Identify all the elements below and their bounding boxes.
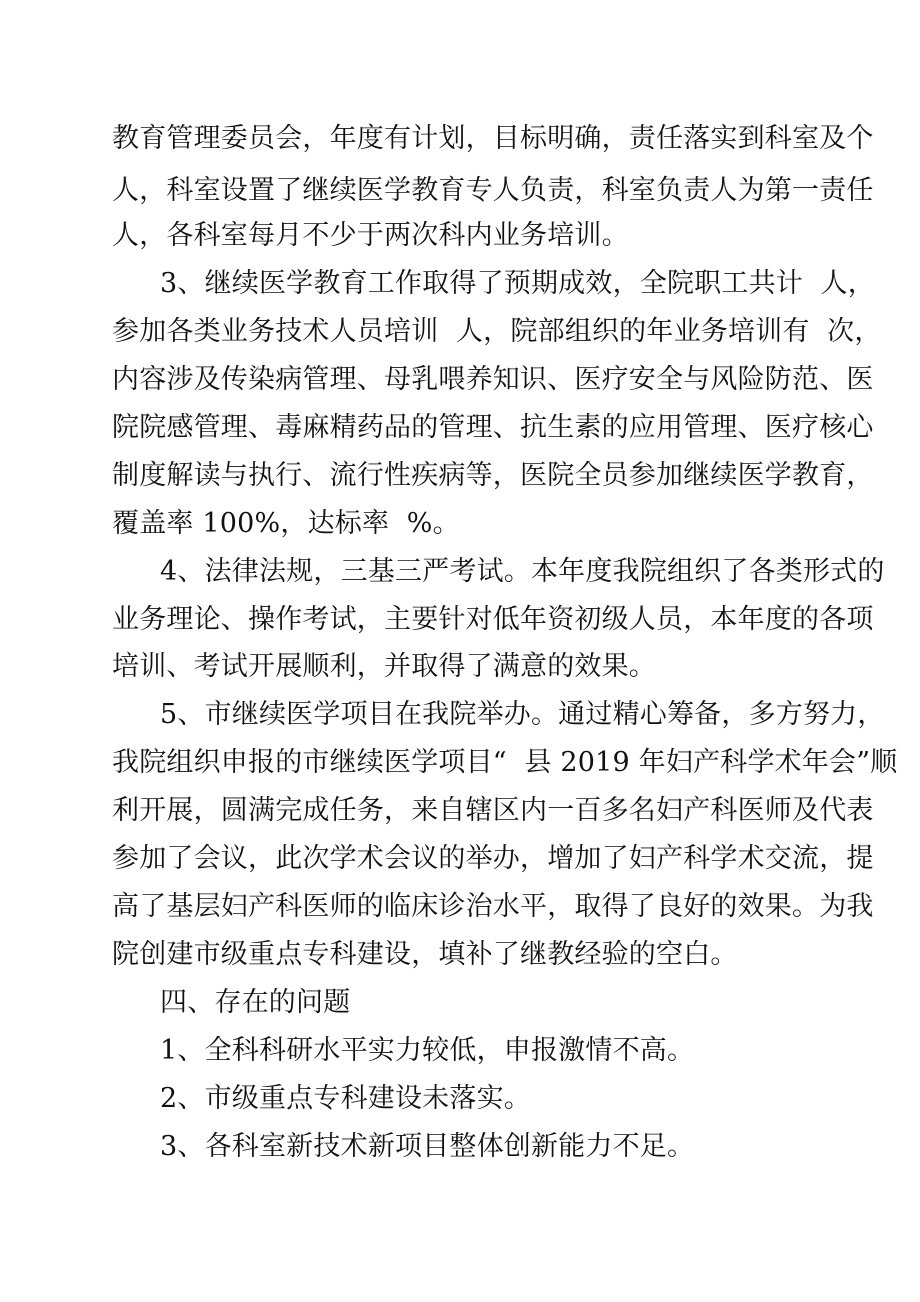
text-line: 5、市继续医学项目在我院举办。通过精心筹备，多方努力， bbox=[160, 699, 885, 730]
text-line: 我院组织申报的市继续医学项目“ 县 2019 年妇产科学术年会”顺 bbox=[112, 747, 898, 778]
list-item: 2、市级重点专科建设未落实。 bbox=[160, 1083, 531, 1114]
text-line: 人，科室设置了继续医学教育专人负责，科室负责人为第一责任 bbox=[112, 175, 874, 206]
text-line: 利开展，圆满完成任务，来自辖区内一百多名妇产科医师及代表 bbox=[112, 795, 874, 826]
text-line: 3、继续医学教育工作取得了预期成效，全院职工共计 人， bbox=[160, 268, 875, 299]
text-line: 人，各科室每月不少于两次科内业务培训。 bbox=[112, 220, 629, 251]
text-line: 制度解读与执行、流行性疾病等，医院全员参加继续医学教育， bbox=[112, 460, 874, 491]
text-line: 参加各类业务技术人员培训 人，院部组织的年业务培训有 次， bbox=[112, 316, 882, 347]
text-line: 覆盖率 100%，达标率 %。 bbox=[112, 508, 460, 539]
list-item: 1、全科科研水平实力较低，申报激情不高。 bbox=[160, 1035, 695, 1066]
text-line: 高了基层妇产科医师的临床诊治水平，取得了良好的效果。为我 bbox=[112, 891, 874, 922]
list-item: 3、各科室新技术新项目整体创新能力不足。 bbox=[160, 1131, 695, 1162]
section-heading: 四、存在的问题 bbox=[160, 987, 351, 1018]
text-line: 院创建市级重点专科建设，填补了继教经验的空白。 bbox=[112, 939, 738, 970]
text-line: 教育管理委员会，年度有计划，目标明确，责任落实到科室及个 bbox=[112, 123, 874, 154]
text-line: 培训、考试开展顺利，并取得了满意的效果。 bbox=[112, 651, 656, 682]
text-line: 4、法律法规，三基三严考试。本年度我院组织了各类形式的 bbox=[160, 556, 885, 587]
text-line: 业务理论、操作考试，主要针对低年资初级人员，本年度的各项 bbox=[112, 604, 874, 635]
text-line: 院院感管理、毒麻精药品的管理、抗生素的应用管理、医疗核心 bbox=[112, 412, 874, 443]
text-line: 内容涉及传染病管理、母乳喂养知识、医疗安全与风险防范、医 bbox=[112, 364, 874, 395]
text-line: 参加了会议，此次学术会议的举办，增加了妇产科学术交流，提 bbox=[112, 843, 874, 874]
